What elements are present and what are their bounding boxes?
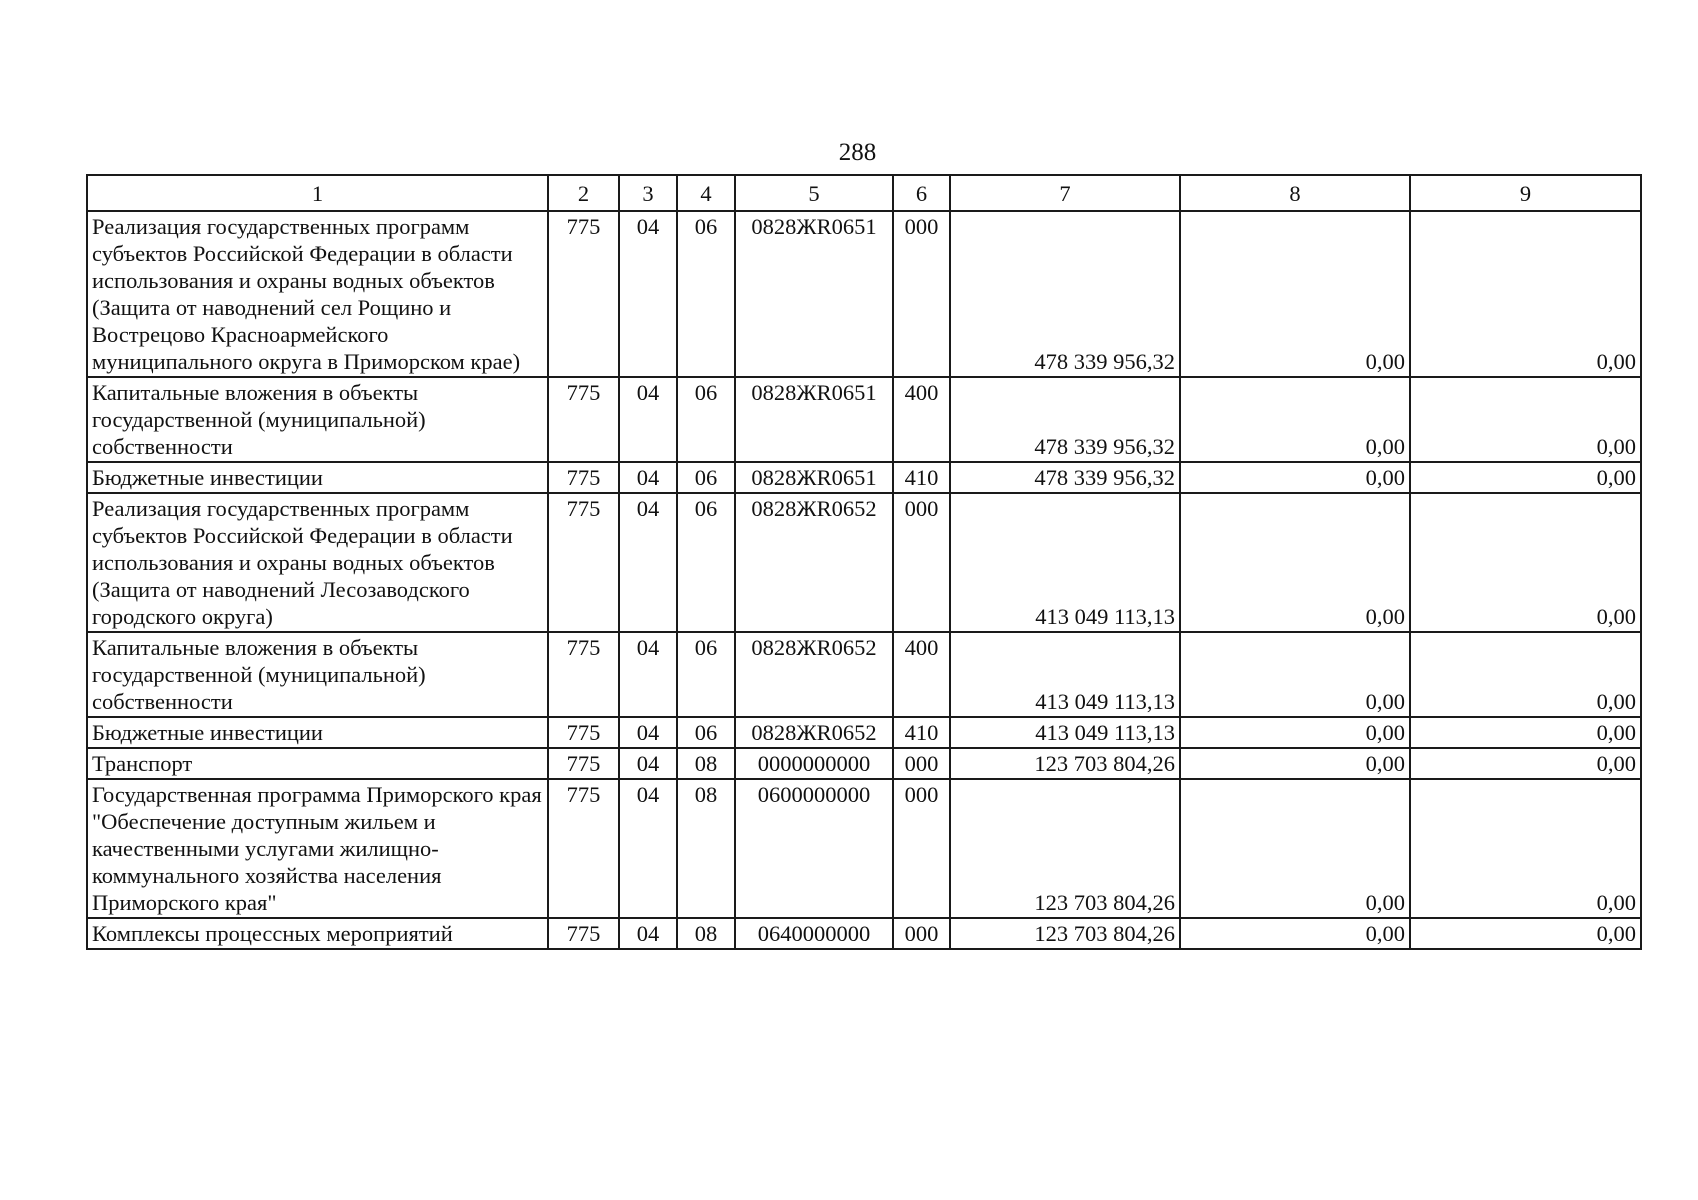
amount-2-cell: 0,00 (1180, 462, 1410, 493)
amount-3-cell: 0,00 (1410, 211, 1641, 377)
subsection-code-cell: 06 (677, 632, 735, 717)
row-name-cell: Государственная программа Приморского края "Обеспечение доступным жильем и качественными услугами жилищно-коммунального хозяйства населения Приморского края" (87, 779, 548, 918)
subsection-code-cell: 06 (677, 211, 735, 377)
section-code-cell: 04 (619, 918, 677, 949)
column-header-name: 1 (87, 175, 548, 211)
amount-1-cell: 123 703 804,26 (950, 918, 1180, 949)
table-row (87, 632, 1641, 717)
table-row (87, 748, 1641, 779)
column-header-amount-2: 8 (1180, 175, 1410, 211)
expense-type-cell: 000 (893, 779, 950, 918)
section-code-cell: 04 (619, 779, 677, 918)
amount-3-cell: 0,00 (1410, 717, 1641, 748)
subsection-code-cell: 08 (677, 748, 735, 779)
target-code-cell: 0640000000 (735, 918, 893, 949)
table-row (87, 462, 1641, 493)
row-name-cell: Бюджетные инвестиции (87, 717, 548, 748)
amount-3-cell: 0,00 (1410, 918, 1641, 949)
amount-2-cell: 0,00 (1180, 717, 1410, 748)
amount-2-cell: 0,00 (1180, 493, 1410, 632)
target-code-cell: 0828ЖR0652 (735, 717, 893, 748)
row-name-cell: Транспорт (87, 748, 548, 779)
section-code-cell: 04 (619, 462, 677, 493)
row-name-cell: Капитальные вложения в объекты государственной (муниципальной) собственности (87, 377, 548, 462)
amount-3-cell: 0,00 (1410, 462, 1641, 493)
expense-type-cell: 000 (893, 493, 950, 632)
row-name-cell: Бюджетные инвестиции (87, 462, 548, 493)
expense-type-cell: 410 (893, 717, 950, 748)
table-row (87, 377, 1641, 462)
target-code-cell: 0000000000 (735, 748, 893, 779)
amount-2-cell: 0,00 (1180, 377, 1410, 462)
row-name-cell: Комплексы процессных мероприятий (87, 918, 548, 949)
table-row (87, 211, 1641, 377)
ministry-code-cell: 775 (548, 748, 619, 779)
subsection-code-cell: 06 (677, 717, 735, 748)
table-row (87, 493, 1641, 632)
expense-type-cell: 410 (893, 462, 950, 493)
header-row (87, 175, 1641, 211)
table-row (87, 717, 1641, 748)
ministry-code-cell: 775 (548, 493, 619, 632)
section-code-cell: 04 (619, 211, 677, 377)
amount-3-cell: 0,00 (1410, 632, 1641, 717)
subsection-code-cell: 06 (677, 462, 735, 493)
row-name-cell: Реализация государственных программ субъектов Российской Федерации в области использования и охраны водных объектов (Защита от наводнений Лесозаводского городского округа) (87, 493, 548, 632)
expense-type-cell: 000 (893, 211, 950, 377)
amount-1-cell: 478 339 956,32 (950, 377, 1180, 462)
budget-table (86, 174, 1642, 950)
ministry-code-cell: 775 (548, 462, 619, 493)
amount-1-cell: 123 703 804,26 (950, 779, 1180, 918)
section-code-cell: 04 (619, 748, 677, 779)
section-code-cell: 04 (619, 632, 677, 717)
ministry-code-cell: 775 (548, 779, 619, 918)
column-header-amount-3: 9 (1410, 175, 1641, 211)
subsection-code-cell: 06 (677, 493, 735, 632)
expense-type-cell: 000 (893, 918, 950, 949)
target-code-cell: 0828ЖR0652 (735, 632, 893, 717)
amount-2-cell: 0,00 (1180, 779, 1410, 918)
subsection-code-cell: 08 (677, 779, 735, 918)
ministry-code-cell: 775 (548, 717, 619, 748)
table-row (87, 779, 1641, 918)
row-name-cell: Капитальные вложения в объекты государственной (муниципальной) собственности (87, 632, 548, 717)
amount-1-cell: 413 049 113,13 (950, 717, 1180, 748)
section-code-cell: 04 (619, 717, 677, 748)
column-header-amount-1: 7 (950, 175, 1180, 211)
column-header-target: 5 (735, 175, 893, 211)
amount-1-cell: 413 049 113,13 (950, 632, 1180, 717)
expense-type-cell: 400 (893, 632, 950, 717)
target-code-cell: 0600000000 (735, 779, 893, 918)
amount-2-cell: 0,00 (1180, 632, 1410, 717)
section-code-cell: 04 (619, 377, 677, 462)
amount-1-cell: 413 049 113,13 (950, 493, 1180, 632)
amount-2-cell: 0,00 (1180, 918, 1410, 949)
section-code-cell: 04 (619, 493, 677, 632)
amount-3-cell: 0,00 (1410, 377, 1641, 462)
ministry-code-cell: 775 (548, 918, 619, 949)
amount-3-cell: 0,00 (1410, 493, 1641, 632)
expense-type-cell: 000 (893, 748, 950, 779)
column-header-subsection: 4 (677, 175, 735, 211)
row-name-cell: Реализация государственных программ субъектов Российской Федерации в области использования и охраны водных объектов (Защита от наводнений сел Рощино и Вострецово Красноармейского муниципального округа в Приморском крае) (87, 211, 548, 377)
amount-1-cell: 478 339 956,32 (950, 211, 1180, 377)
ministry-code-cell: 775 (548, 211, 619, 377)
target-code-cell: 0828ЖR0652 (735, 493, 893, 632)
column-header-ministry: 2 (548, 175, 619, 211)
amount-1-cell: 123 703 804,26 (950, 748, 1180, 779)
table-row (87, 918, 1641, 949)
ministry-code-cell: 775 (548, 632, 619, 717)
amount-3-cell: 0,00 (1410, 779, 1641, 918)
amount-3-cell: 0,00 (1410, 748, 1641, 779)
amount-1-cell: 478 339 956,32 (950, 462, 1180, 493)
target-code-cell: 0828ЖR0651 (735, 377, 893, 462)
expense-type-cell: 400 (893, 377, 950, 462)
amount-2-cell: 0,00 (1180, 211, 1410, 377)
column-header-expense-type: 6 (893, 175, 950, 211)
target-code-cell: 0828ЖR0651 (735, 211, 893, 377)
subsection-code-cell: 08 (677, 918, 735, 949)
subsection-code-cell: 06 (677, 377, 735, 462)
amount-2-cell: 0,00 (1180, 748, 1410, 779)
ministry-code-cell: 775 (548, 377, 619, 462)
page-number: 288 (838, 139, 877, 166)
column-header-section: 3 (619, 175, 677, 211)
target-code-cell: 0828ЖR0651 (735, 462, 893, 493)
